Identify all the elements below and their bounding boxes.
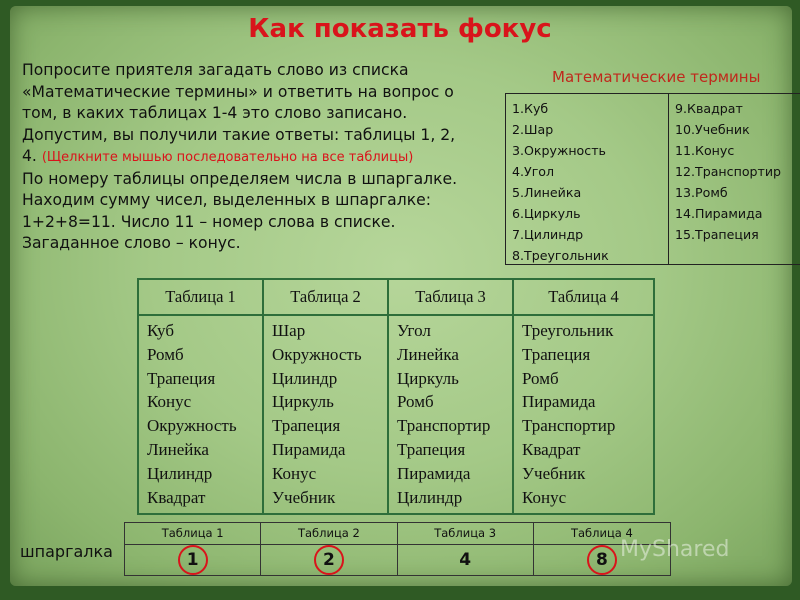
table-word: Шар xyxy=(272,321,306,340)
table-word: Куб xyxy=(147,321,174,340)
intro-line: Находим сумму чисел, выделенных в шпаргалке: xyxy=(22,191,431,209)
cheat-value: 4 xyxy=(459,550,472,570)
term-item: 8.Треугольник xyxy=(512,248,609,263)
table-word: Цилиндр xyxy=(147,463,213,483)
term-item: 2.Шар xyxy=(512,122,554,137)
cheat-sheet xyxy=(124,522,671,576)
table-word: Пирамида xyxy=(272,439,346,459)
intro-line: По номеру таблицы определяем числа в шпаргалке. xyxy=(22,169,458,188)
table-1[interactable] xyxy=(139,316,264,513)
slide-title: Как показать фокус xyxy=(248,14,552,44)
intro-line xyxy=(22,146,492,169)
cheat-cell xyxy=(398,545,534,575)
table-word: Ромб xyxy=(397,392,434,412)
cheat-value-selected: 8 xyxy=(587,545,617,575)
term-item: 3.Окружность xyxy=(512,143,606,158)
intro-text xyxy=(22,60,492,255)
watermark: MyShared xyxy=(620,537,730,562)
table-word: Ромб xyxy=(522,368,559,388)
click-hint: (Щелкните мышью последовательно на все таблицы) xyxy=(41,150,414,165)
term-item: 6.Циркуль xyxy=(512,206,581,221)
intro-line: 1+2+8=11. Число 11 – номер слова в списке. xyxy=(22,212,396,231)
table-word: Учебник xyxy=(522,463,586,483)
table-word: Цилиндр xyxy=(397,487,463,507)
table-word: Окружность xyxy=(147,416,237,436)
table-word: Циркуль xyxy=(397,368,459,388)
table-word: Линейка xyxy=(147,439,209,459)
intro-line: Загаданное слово – конус. xyxy=(22,234,241,252)
term-item: 5.Линейка xyxy=(512,185,582,200)
table-word: Окружность xyxy=(272,344,362,364)
term-item: 11.Конус xyxy=(675,143,735,158)
table-word: Учебник xyxy=(272,487,336,507)
table-header[interactable]: Таблица 1 xyxy=(139,280,264,316)
term-item: 7.Цилиндр xyxy=(512,227,584,242)
table-word: Пирамида xyxy=(397,463,471,483)
cheat-header: Таблица 1 xyxy=(125,523,261,545)
table-word: Трапеция xyxy=(397,439,466,459)
table-word: Линейка xyxy=(397,344,459,364)
cheat-header: Таблица 4 xyxy=(534,523,670,545)
table-word: Конус xyxy=(147,392,192,412)
cheat-header: Таблица 2 xyxy=(261,523,397,545)
table-3[interactable] xyxy=(389,316,514,513)
term-item: 4.Угол xyxy=(512,164,555,179)
table-word: Транспортир xyxy=(522,416,616,436)
table-word: Трапеция xyxy=(147,368,216,388)
term-item: 9.Квадрат xyxy=(675,101,743,116)
table-2[interactable] xyxy=(264,316,389,513)
term-item: 14.Пирамида xyxy=(675,206,763,221)
table-word: Трапеция xyxy=(522,344,591,364)
table-word: Транспортир xyxy=(397,416,491,436)
cheat-cell xyxy=(261,545,397,575)
table-word: Угол xyxy=(397,321,431,340)
intro-line: Попросите приятеля загадать слово из списка xyxy=(22,61,409,79)
cheat-value-selected: 2 xyxy=(314,545,344,575)
cheat-header: Таблица 3 xyxy=(398,523,534,545)
table-word: Ромб xyxy=(147,344,184,364)
table-header[interactable]: Таблица 4 xyxy=(514,280,653,316)
intro-line-start: 4. xyxy=(22,147,37,165)
cheat-cell xyxy=(125,545,261,575)
terms-list xyxy=(505,93,800,265)
intro-line: «Математические термины» и ответить на вопрос о xyxy=(22,82,454,101)
table-word: Циркуль xyxy=(272,392,334,412)
table-word: Трапеция xyxy=(272,416,341,436)
table-word: Треугольник xyxy=(522,321,614,340)
table-header[interactable]: Таблица 2 xyxy=(264,280,389,316)
table-4[interactable] xyxy=(514,316,653,513)
table-word: Квадрат xyxy=(522,439,581,459)
table-word: Квадрат xyxy=(147,487,206,507)
table-word: Цилиндр xyxy=(272,368,338,388)
intro-line: Допустим, вы получили такие ответы: таблицы 1, 2, xyxy=(22,125,456,144)
terms-column-2 xyxy=(669,94,800,264)
cheat-sheet-label: шпаргалка xyxy=(20,542,113,561)
tables-grid xyxy=(137,278,655,515)
table-word: Конус xyxy=(522,487,567,507)
term-item: 12.Транспортир xyxy=(675,164,782,179)
term-item: 15.Трапеция xyxy=(675,227,759,242)
term-item: 13.Ромб xyxy=(675,185,728,200)
table-word: Конус xyxy=(272,463,317,483)
terms-column-1 xyxy=(506,94,669,264)
term-item: 1.Куб xyxy=(512,101,549,116)
cheat-value-selected: 1 xyxy=(178,545,208,575)
intro-line: том, в каких таблицах 1-4 это слово записано. xyxy=(22,104,408,122)
table-word: Пирамида xyxy=(522,392,596,412)
terms-title: Математические термины xyxy=(552,68,761,86)
term-item: 10.Учебник xyxy=(675,122,750,137)
table-header[interactable]: Таблица 3 xyxy=(389,280,514,316)
